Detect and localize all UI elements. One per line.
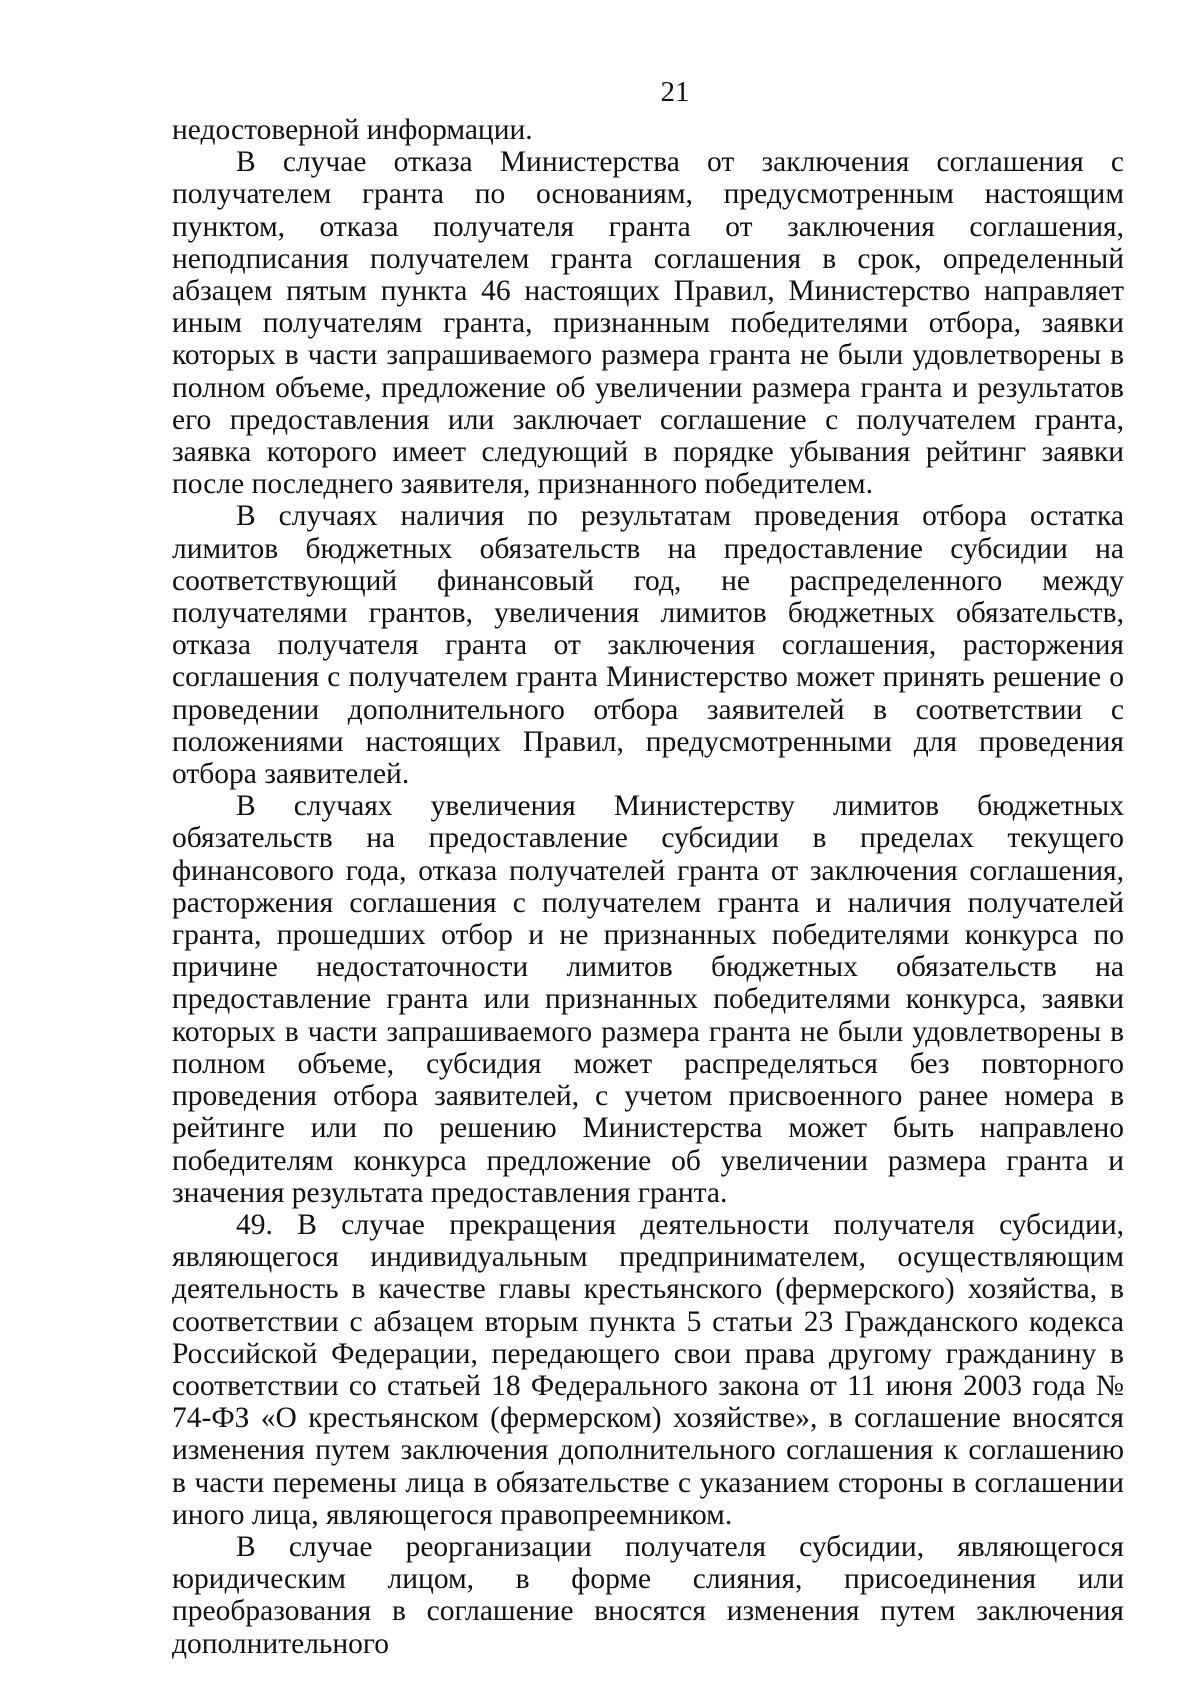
paragraph-refusal-of-agreement: В случае отказа Министерства от заключения соглашения с получателем гранта по основаниям, предусмотренным настоящим пунктом, отказа получателя гранта от заключения соглашения, неподписания получателем гранта соглашения в срок, определенный абзацем пятым пункта 46 настоящих Правил, Министерство направляет иным получателям гранта, признанным победителями отбора, заявки которых в части запрашиваемого размера гранта не были удовлетворены в полном объеме, предложение об увеличении размера гранта и результатов его предоставления или заключает соглашение с получателем гранта, заявка которого имеет следующий в порядке убывания рейтинг заявки после последнего заявителя, признанного победителем. — [172, 146, 1124, 501]
paragraph-limit-increase: В случаях увеличения Министерству лимитов бюджетных обязательств на предоставление субсидии в пределах текущего финансового года, отказа получателей гранта от заключения соглашения, расторжения соглашения с получателем гранта и наличия получателей гранта, прошедших отбор и не признанных победителями конкурса по причине недостаточности лимитов бюджетных обязательств на предоставление гранта или признанных победителями конкурса, заявки которых в части запрашиваемого размера гранта не были удовлетворены в полном объеме, субсидия может распределяться без повторного проведения отбора заявителей, с учетом присвоенного ранее номера в рейтинге или по решению Министерства может быть направлено победителям конкурса предложение об увеличении размера гранта и значения результата предоставления гранта. — [172, 790, 1124, 1209]
page-number: 21 — [660, 76, 690, 108]
paragraph-item-49: 49. В случае прекращения деятельности получателя субсидии, являющегося индивидуальным предпринимателем, осуществляющим деятельность в качестве главы крестьянского (фермерского) хозяйства, в соответствии с абзацем вторым пункта 5 статьи 23 Гражданского кодекса Российской Федерации, передающего свои права другому гражданину в соответствии со статьей 18 Федерального закона от 11 июня 2003 года № 74-ФЗ «О крестьянском (фермерском) хозяйстве», в соглашение вносятся изменения путем заключения дополнительного соглашения к соглашению в части перемены лица в обязательстве с указанием стороны в соглашении иного лица, являющегося правопреемником. — [172, 1208, 1124, 1531]
paragraph-additional-selection: В случаях наличия по результатам проведения отбора остатка лимитов бюджетных обязательств на предоставление субсидии на соответствующий финансовый год, не распределенного между получателями грантов, увеличения лимитов бюджетных обязательств, отказа получателя гранта от заключения соглашения, расторжения соглашения с получателем гранта Министерство может принять решение о проведении дополнительного отбора заявителей в соответствии с положениями настоящих Правил, предусмотренными для проведения отбора заявителей. — [172, 500, 1124, 791]
paragraph-continuation: недостоверной информации. — [172, 114, 533, 146]
document-body — [172, 114, 1124, 1660]
paragraph-reorganization: В случае реорганизации получателя субсидии, являющегося юридическим лицом, в форме слияния, присоединения или преобразования в соглашение вносятся изменения путем заключения дополнительного — [172, 1530, 1124, 1660]
